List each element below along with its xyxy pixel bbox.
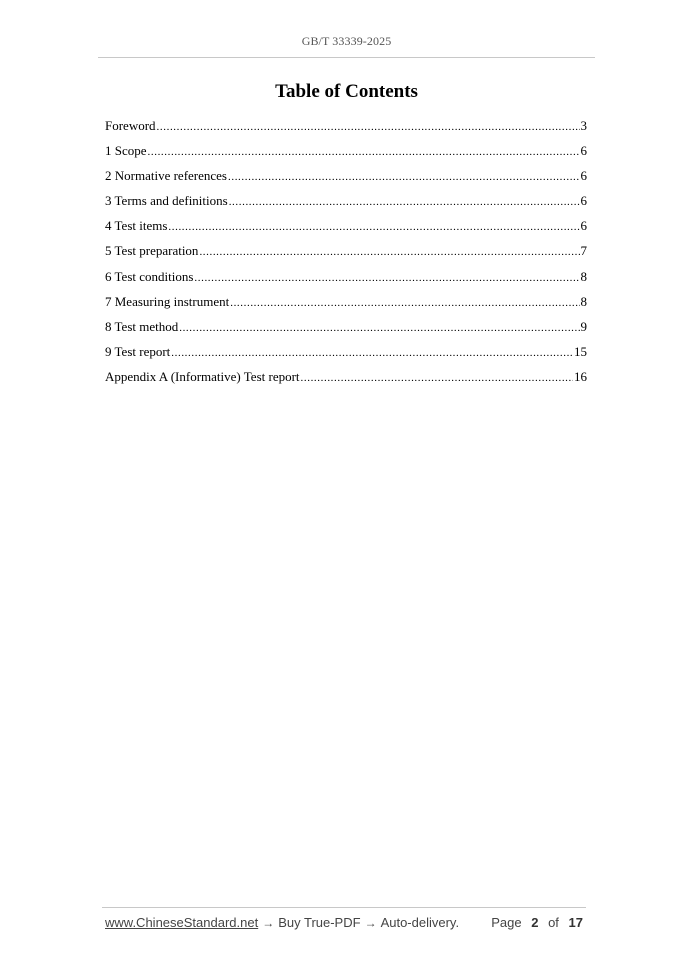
toc-entry-label: 9 Test report bbox=[105, 343, 171, 359]
toc-title: Table of Contents bbox=[275, 81, 418, 102]
document-header-code: GB/T 33339-2025 bbox=[301, 34, 392, 48]
toc-entry-label: 8 Test method bbox=[105, 318, 179, 334]
toc-entry-terms-and-definitions[interactable] bbox=[105, 192, 587, 217]
site-link[interactable]: www.ChineseStandard.net bbox=[105, 915, 259, 930]
toc-entry-label: Foreword bbox=[105, 118, 156, 133]
right-arrow-icon: → bbox=[364, 916, 377, 930]
toc-entry-test-items[interactable] bbox=[105, 217, 587, 242]
toc-entry-page: 9 bbox=[580, 318, 587, 334]
toc-dot-leader bbox=[179, 319, 579, 337]
toc-entry-test-method[interactable] bbox=[105, 318, 587, 343]
page-number-indicator bbox=[491, 915, 583, 930]
page-word: Page bbox=[491, 915, 522, 930]
toc-entry-page: 3 bbox=[580, 118, 587, 133]
toc-entry-page: 7 bbox=[580, 243, 587, 259]
buy-true-pdf-text: Buy True-PDF bbox=[278, 915, 361, 930]
toc-entry-label: 1 Scope bbox=[105, 143, 147, 159]
toc-entry-page: 16 bbox=[574, 368, 587, 384]
toc-entry-page: 8 bbox=[580, 293, 587, 309]
toc-dot-leader bbox=[194, 269, 579, 287]
current-page-number: 2 bbox=[531, 915, 539, 930]
auto-delivery-text: Auto-delivery. bbox=[380, 915, 460, 930]
toc-entry-page: 8 bbox=[580, 268, 587, 284]
toc-dot-leader bbox=[228, 168, 580, 186]
toc-entry-page: 6 bbox=[580, 193, 587, 209]
toc-entry-test-preparation[interactable] bbox=[105, 242, 587, 267]
footer-promo bbox=[105, 915, 459, 930]
toc-entry-foreword[interactable] bbox=[105, 117, 587, 142]
right-arrow-icon: → bbox=[262, 916, 275, 930]
toc-entry-scope[interactable] bbox=[105, 142, 587, 167]
toc-entry-test-report[interactable] bbox=[105, 343, 587, 368]
toc-dot-leader bbox=[301, 369, 573, 387]
toc-entry-page: 6 bbox=[580, 168, 587, 184]
toc-dot-leader bbox=[230, 294, 579, 312]
header-divider bbox=[98, 57, 595, 58]
toc-entry-label: 5 Test preparation bbox=[105, 243, 199, 259]
toc-dot-leader bbox=[168, 218, 579, 236]
toc-entry-appendix-a[interactable] bbox=[105, 368, 587, 393]
toc-entry-label: 4 Test items bbox=[105, 218, 168, 234]
page-footer bbox=[105, 915, 583, 930]
toc-entry-label: 3 Terms and definitions bbox=[105, 193, 228, 209]
toc-dot-leader bbox=[199, 243, 579, 261]
toc-dot-leader bbox=[229, 193, 580, 211]
toc-entry-measuring-instrument[interactable] bbox=[105, 293, 587, 318]
toc-entry-label: 2 Normative references bbox=[105, 168, 227, 184]
toc-entry-normative-references[interactable] bbox=[105, 167, 587, 192]
toc-entry-label: Appendix A (Informative) Test report bbox=[105, 368, 300, 384]
toc-entry-label: 6 Test conditions bbox=[105, 268, 194, 284]
total-pages-number: 17 bbox=[568, 915, 583, 930]
toc-entry-label: 7 Measuring instrument bbox=[105, 293, 230, 309]
of-word: of bbox=[548, 915, 559, 930]
toc-list bbox=[105, 117, 587, 393]
toc-entry-test-conditions[interactable] bbox=[105, 268, 587, 293]
toc-dot-leader bbox=[171, 344, 573, 362]
toc-entry-page: 15 bbox=[574, 343, 587, 359]
toc-entry-page: 6 bbox=[580, 218, 587, 234]
toc-dot-leader bbox=[148, 143, 580, 161]
footer-divider bbox=[102, 907, 586, 908]
toc-dot-leader bbox=[157, 118, 580, 136]
toc-entry-page: 6 bbox=[580, 143, 587, 159]
